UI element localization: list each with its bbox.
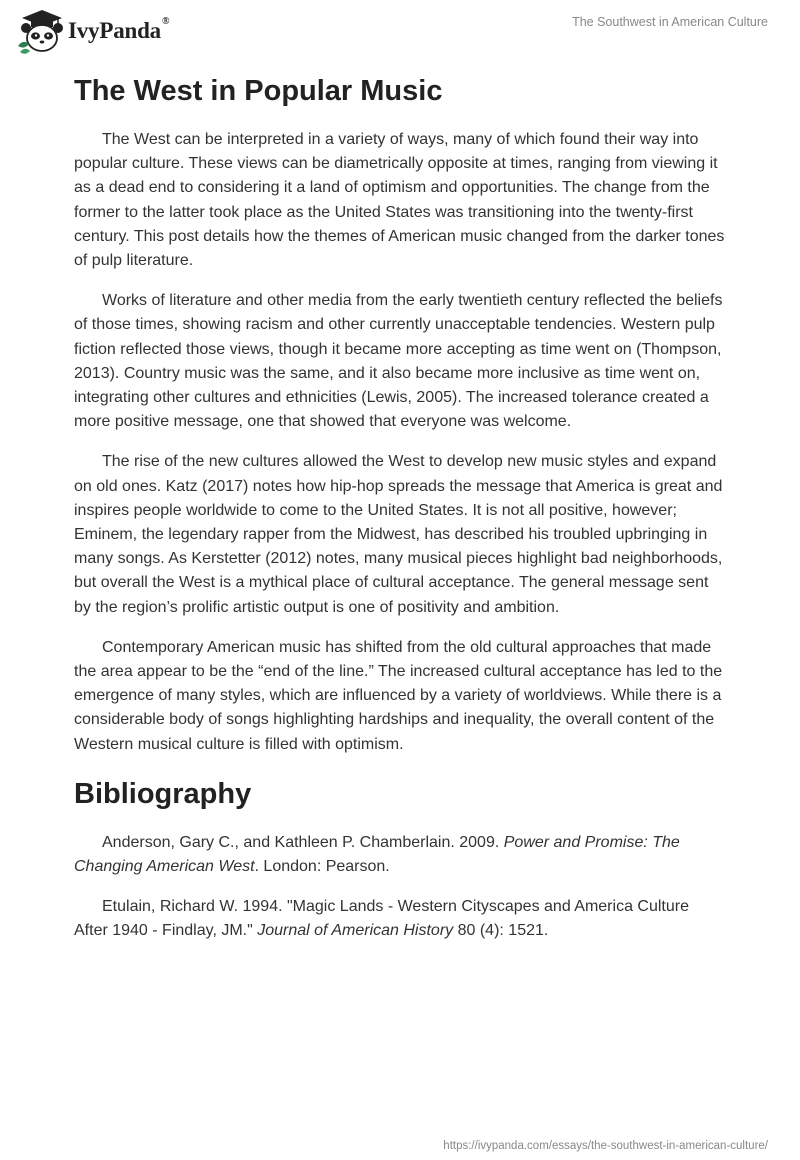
bib-entry-title: Power and Promise: The Changing American West (74, 833, 680, 876)
article-paragraph: The rise of the new cultures allowed the West to develop new music styles and expand on old ones. Katz (2017) notes how hip-hop spreads the message that America is great and inspires people worldwide to come to the United States. It is not all positive, however; Eminem, the legendary rapper from the Midwest, has described his troubled upbringing in many songs. As Kerstetter (2012) notes, many musical pieces highlight bad neighborhoods, but overall the West is a mythical place of cultural acceptance. The general message sent by the region’s prolific artistic output is one of positivity and ambition. (74, 453, 723, 616)
ivypanda-logo[interactable] (14, 8, 169, 54)
bib-entry-text: . London: Pearson. (254, 858, 390, 876)
panda-graduate-icon (14, 8, 66, 54)
source-url[interactable]: https://ivypanda.com/essays/the-southwest-in-american-culture/ (443, 1140, 768, 1152)
bibliography-entry (74, 831, 726, 879)
bib-entry-text: Etulain, Richard W. 1994. "Magic Lands - Western Cityscapes and America Culture After 1940 - Findlay, JM." (74, 898, 689, 940)
article-title: The West in Popular Music (74, 75, 443, 107)
bibliography-entry (74, 895, 726, 943)
bib-entry-text: 80 (4): 1521. (453, 922, 549, 940)
bibliography-heading: Bibliography (74, 777, 252, 810)
article-paragraph: Contemporary American music has shifted from the old cultural approaches that made the area appear to be the “end of the line.” The increased cultural acceptance has led to the emergence of many styles, which are influenced by a variety of worldviews. While there is a considerable body of songs highlighting hardships and inequality, the overall content of the Western musical culture is filled with optimism. (74, 638, 723, 753)
running-title: The Southwest in American Culture (572, 15, 768, 29)
logo-text: IvyPanda (68, 18, 161, 43)
article-paragraph: Works of literature and other media from the early twentieth century reflected the beliefs of those times, showing racism and other currently unacceptable tendencies. Western pulp fiction reflected those views, though it became more accepting as time went on (Thompson, 2013). Country music was the same, and it also became more inclusive as time went on, integrating other cultures and ethnicities (Lewis, 2005). The increased tolerance created a more positive message, one that showed that everyone was welcome. (74, 292, 723, 431)
article-paragraph: The West can be interpreted in a variety of ways, many of which found their way into popular culture. These views can be diametrically opposite at times, ranging from viewing it as a dead end to considering it a land of optimism and opportunities. The change from the former to the latter took place as the United States was transitioning into the twenty-first century. This post details how the themes of American music changed from the darker tones of pulp literature. (74, 131, 725, 270)
registered-mark: ® (161, 16, 170, 27)
logo-wordmark (68, 18, 169, 44)
bib-entry-title: Journal of American History (257, 922, 454, 940)
article-content (74, 70, 726, 960)
bib-entry-text: Anderson, Gary C., and Kathleen P. Chamberlain. 2009. (102, 833, 504, 851)
page-header (0, 0, 800, 60)
